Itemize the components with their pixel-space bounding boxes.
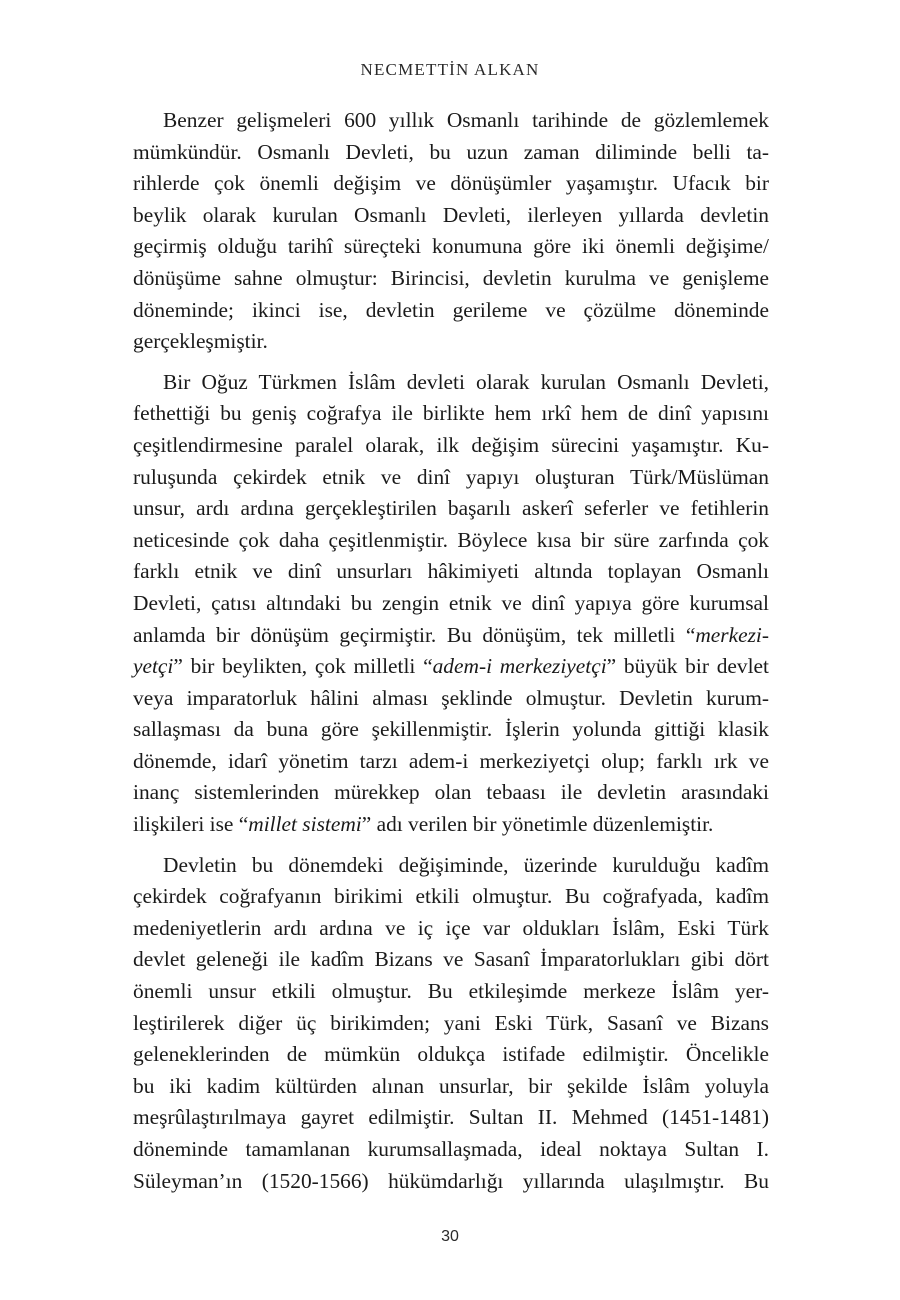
running-head: NECMETTİN ALKAN <box>360 60 540 79</box>
text-line: geleneklerinden de mümkün oldukça istifade edilmiştir. Öncelikle <box>133 1042 769 1067</box>
text-line: meşrûlaştırılmaya gayret edilmiştir. Sultan II. Mehmed (1451-1481) <box>133 1105 769 1130</box>
text-line: neticesinde çok daha çeşitlenmiştir. Böylece kısa bir süre zarfında çok <box>133 527 769 552</box>
text-line: geçirmiş olduğu tarihî süreçteki konumuna göre iki önemli değişime/ <box>133 234 769 259</box>
text-line: Devleti, çatısı altındaki bu zengin etnik ve dinî yapıya göre kurumsal <box>133 590 769 615</box>
italic-term: adem-i merkeziyetçi <box>432 654 607 679</box>
text-line: Süleyman’ın (1520-1566) hükümdarlığı yıllarında ulaşılmıştır. Bu <box>133 1168 769 1193</box>
text-line: medeniyetlerin ardı ardına ve iç içe var oldukları İslâm, Eski Türk <box>133 915 769 940</box>
text-line: inanç sistemlerinden mürekkep olan tebaası ile devletin arasındaki <box>133 780 769 805</box>
text-line: çekirdek coğrafyanın birikimi etkili olmuştur. Bu coğrafyada, kadîm <box>133 884 769 909</box>
text-line <box>133 651 769 683</box>
text-line: dönüşüme sahne olmuştur: Birincisi, devletin kurulma ve genişleme <box>133 265 769 290</box>
text-line: döneminde tamamlanan kurumsallaşmada, ideal noktaya Sultan I. <box>133 1137 769 1161</box>
text-line: veya imparatorluk hâlini alması şeklinde olmuştur. Devletin kurum- <box>133 685 769 710</box>
text-line: mümkündür. Osmanlı Devleti, bu uzun zaman diliminde belli ta- <box>133 139 769 164</box>
text-run: ” adı verilen bir yönetimle düzenlemiştir. <box>361 812 714 837</box>
text-line: bu iki kadim kültürden alınan unsurlar, bir şekilde İslâm yoluyla <box>133 1073 769 1098</box>
page-number: 30 <box>441 1228 459 1245</box>
text-run: anlamda bir dönüşüm geçirmiştir. Bu dönüşüm, tek milletli “ <box>133 622 696 647</box>
text-line: sallaşması da buna göre şekillenmiştir. İşlerin yolunda gittiği klasik <box>133 717 769 742</box>
text-line: farklı etnik ve dinî unsurları hâkimiyeti altında toplayan Osmanlı <box>133 559 769 584</box>
text-line: fethettiği bu geniş coğrafya ile birlikte hem ırkî hem de dinî yapısını <box>133 401 769 426</box>
body-text <box>133 105 769 1206</box>
text-run: ” büyük bir devlet <box>606 654 769 679</box>
text-line: önemli unsur etkili olmuştur. Bu etkileşimde merkeze İslâm yer- <box>133 979 769 1004</box>
text-line: gerçekleşmiştir. <box>133 329 268 354</box>
text-line <box>133 620 769 652</box>
text-line: rihlerde çok önemli değişim ve dönüşümler yaşamıştır. Ufacık bir <box>133 171 769 196</box>
text-line: dönemde, idarî yönetim tarzı adem-i merkeziyetçi olup; farklı ırk ve <box>133 748 769 773</box>
text-run: ” bir beylikten, çok milletli “ <box>173 654 433 679</box>
text-line: leştirilerek diğer üç birikimden; yani Eski Türk, Sasanî ve Bizans <box>133 1010 769 1035</box>
text-line <box>133 809 769 841</box>
italic-term: millet sistemi <box>248 812 362 837</box>
paragraph-2 <box>133 367 769 841</box>
text-line: Bir Oğuz Türkmen İslâm devleti olarak kurulan Osmanlı Devleti, <box>163 369 769 394</box>
paragraph-3 <box>133 850 769 1198</box>
text-line: devlet geleneği ile kadîm Bizans ve Sasanî İmparatorlukları gibi dört <box>133 947 769 972</box>
text-line: Benzer gelişmeleri 600 yıllık Osmanlı tarihinde de gözlemlemek <box>163 108 769 132</box>
text-run: ilişkileri ise “ <box>133 812 249 837</box>
text-line: beylik olarak kurulan Osmanlı Devleti, ilerleyen yıllarda devletin <box>133 202 769 227</box>
text-line: Devletin bu dönemdeki değişiminde, üzerinde kurulduğu kadîm <box>163 852 769 877</box>
italic-term: yetçi <box>133 654 174 679</box>
text-line: döneminde; ikinci ise, devletin gerileme ve çözülme döneminde <box>133 297 769 322</box>
text-line: ruluşunda çekirdek etnik ve dinî yapıyı oluşturan Türk/Müslüman <box>133 464 769 489</box>
paragraph-1 <box>133 105 769 358</box>
text-line: çeşitlendirmesine paralel olarak, ilk değişim sürecini yaşamıştır. Ku- <box>133 432 769 457</box>
text-line: unsur, ardı ardına gerçekleştirilen başarılı askerî seferler ve fetihlerin <box>133 496 769 521</box>
italic-term: merkezi- <box>695 622 769 647</box>
